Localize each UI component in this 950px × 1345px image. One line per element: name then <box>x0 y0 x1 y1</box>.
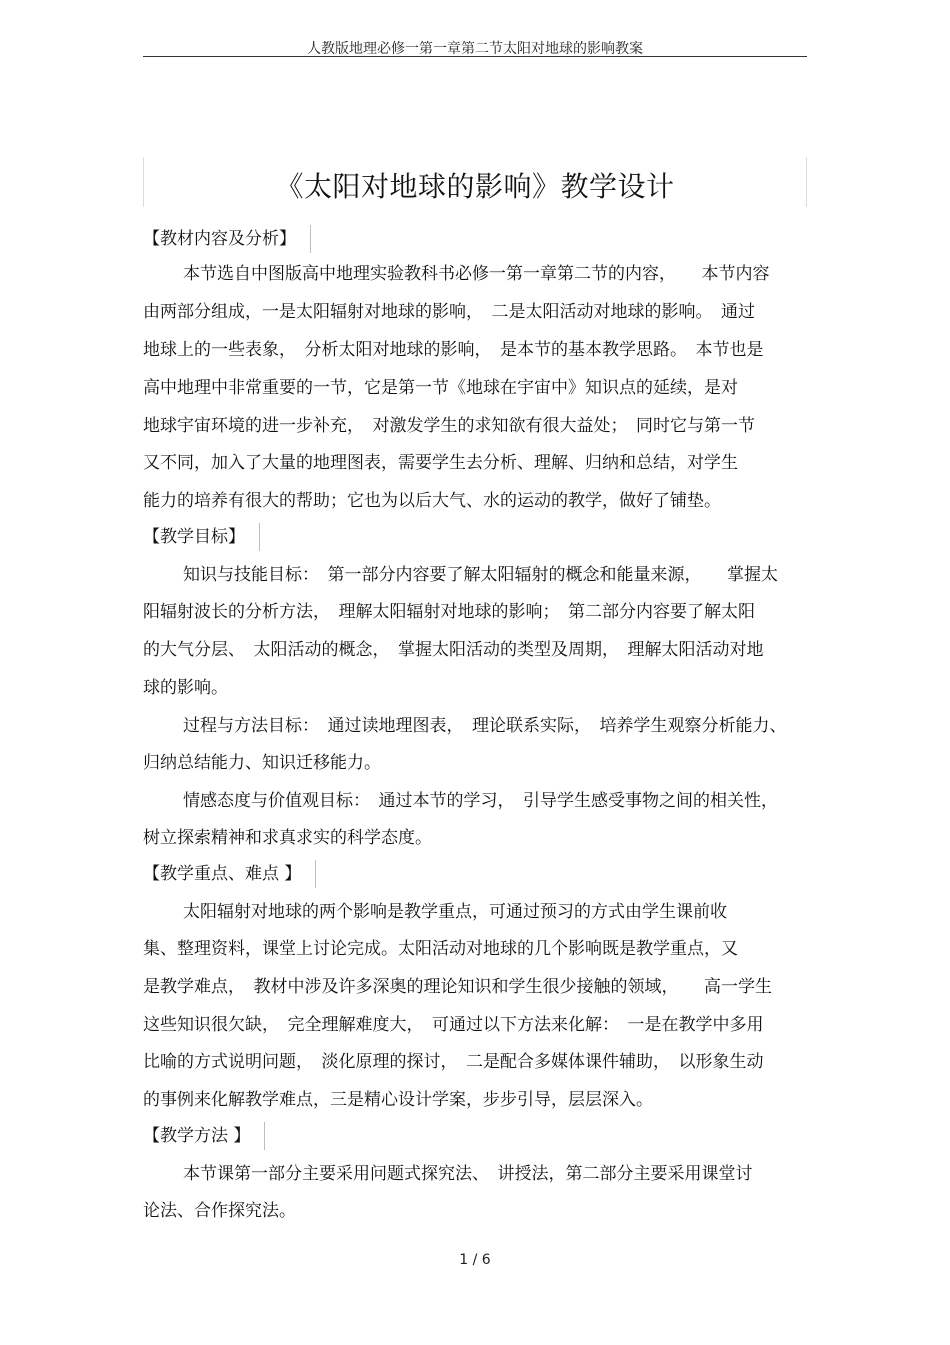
keypoints-line: 是教学难点， 教材中涉及许多深奥的理论知识和学生很少接触的领域， 高一学生 <box>143 977 772 997</box>
analysis-line: 本节选自中图版高中地理实验教科书必修一第一章第二节的内容， 本节内容 <box>183 264 770 284</box>
analysis-line: 地球宇宙环境的进一步补充， 对激发学生的求知欲有很大益处； 同时它与第一节 <box>143 416 755 436</box>
objectives-process-line: 过程与方法目标： 通过读地理图表， 理论联系实际， 培养学生观察分析能力、 <box>183 716 787 736</box>
keypoints-line: 这些知识很欠缺， 完全理解难度大， 可通过以下方法来化解： 一是在教学中多用 <box>143 1015 764 1035</box>
section-heading-keypoints: 【教学重点、难点 】 <box>143 860 316 888</box>
analysis-line: 地球上的一些表象， 分析太阳对地球的影响， 是本节的基本教学思路。 本节也是 <box>143 340 764 360</box>
methods-line: 本节课第一部分主要采用问题式探究法、 讲授法，第二部分主要采用课堂讨 <box>183 1164 753 1184</box>
section-heading-objectives: 【教学目标】 <box>143 523 260 551</box>
document-title: 《太阳对地球的影响》教学设计 <box>275 170 675 203</box>
section-heading-methods: 【教学方法 】 <box>143 1122 265 1150</box>
objectives-knowledge-line: 的大气分层、 太阳活动的概念， 掌握太阳活动的类型及周期， 理解太阳活动对地 <box>143 640 764 660</box>
keypoints-line: 比喻的方式说明问题， 淡化原理的探讨， 二是配合多媒体课件辅助， 以形象生动 <box>143 1052 764 1072</box>
running-header: 人教版地理必修一第一章第二节太阳对地球的影响教案 <box>307 41 643 57</box>
analysis-line: 由两部分组成，一是太阳辐射对地球的影响， 二是太阳活动对地球的影响。 通过 <box>143 302 755 322</box>
title-frame <box>143 157 807 207</box>
keypoints-line: 集、整理资料，课堂上讨论完成。太阳活动对地球的几个影响既是教学重点，又 <box>143 939 738 959</box>
page-number: 1 / 6 <box>459 1252 491 1268</box>
methods-line: 论法、合作探究法。 <box>143 1201 296 1221</box>
objectives-attitude-line: 情感态度与价值观目标： 通过本节的学习， 引导学生感受事物之间的相关性， <box>183 791 778 811</box>
section-heading-analysis: 【教材内容及分析】 <box>143 225 311 253</box>
objectives-process-line: 归纳总结能力、知识迁移能力。 <box>143 753 381 773</box>
objectives-attitude-line: 树立探索精神和求真求实的科学态度。 <box>143 828 432 848</box>
keypoints-line: 的事例来化解教学难点，三是精心设计学案，步步引导，层层深入。 <box>143 1090 653 1110</box>
keypoints-line: 太阳辐射对地球的两个影响是教学重点，可通过预习的方式由学生课前收 <box>183 902 727 922</box>
objectives-knowledge-line: 球的影响。 <box>143 678 228 698</box>
analysis-line: 能力的培养有很大的帮助；它也为以后大气、水的运动的教学，做好了铺垫。 <box>143 491 721 511</box>
header-divider <box>143 56 807 57</box>
objectives-knowledge-line: 阳辐射波长的分析方法， 理解太阳辐射对地球的影响； 第二部分内容要了解太阳 <box>143 602 755 622</box>
objectives-knowledge-line: 知识与技能目标： 第一部分内容要了解太阳辐射的概念和能量来源， 掌握太 <box>183 565 778 585</box>
analysis-line: 又不同，加入了大量的地理图表，需要学生去分析、理解、归纳和总结，对学生 <box>143 453 738 473</box>
analysis-line: 高中地理中非常重要的一节，它是第一节《地球在宇宙中》知识点的延续，是对 <box>143 378 738 398</box>
